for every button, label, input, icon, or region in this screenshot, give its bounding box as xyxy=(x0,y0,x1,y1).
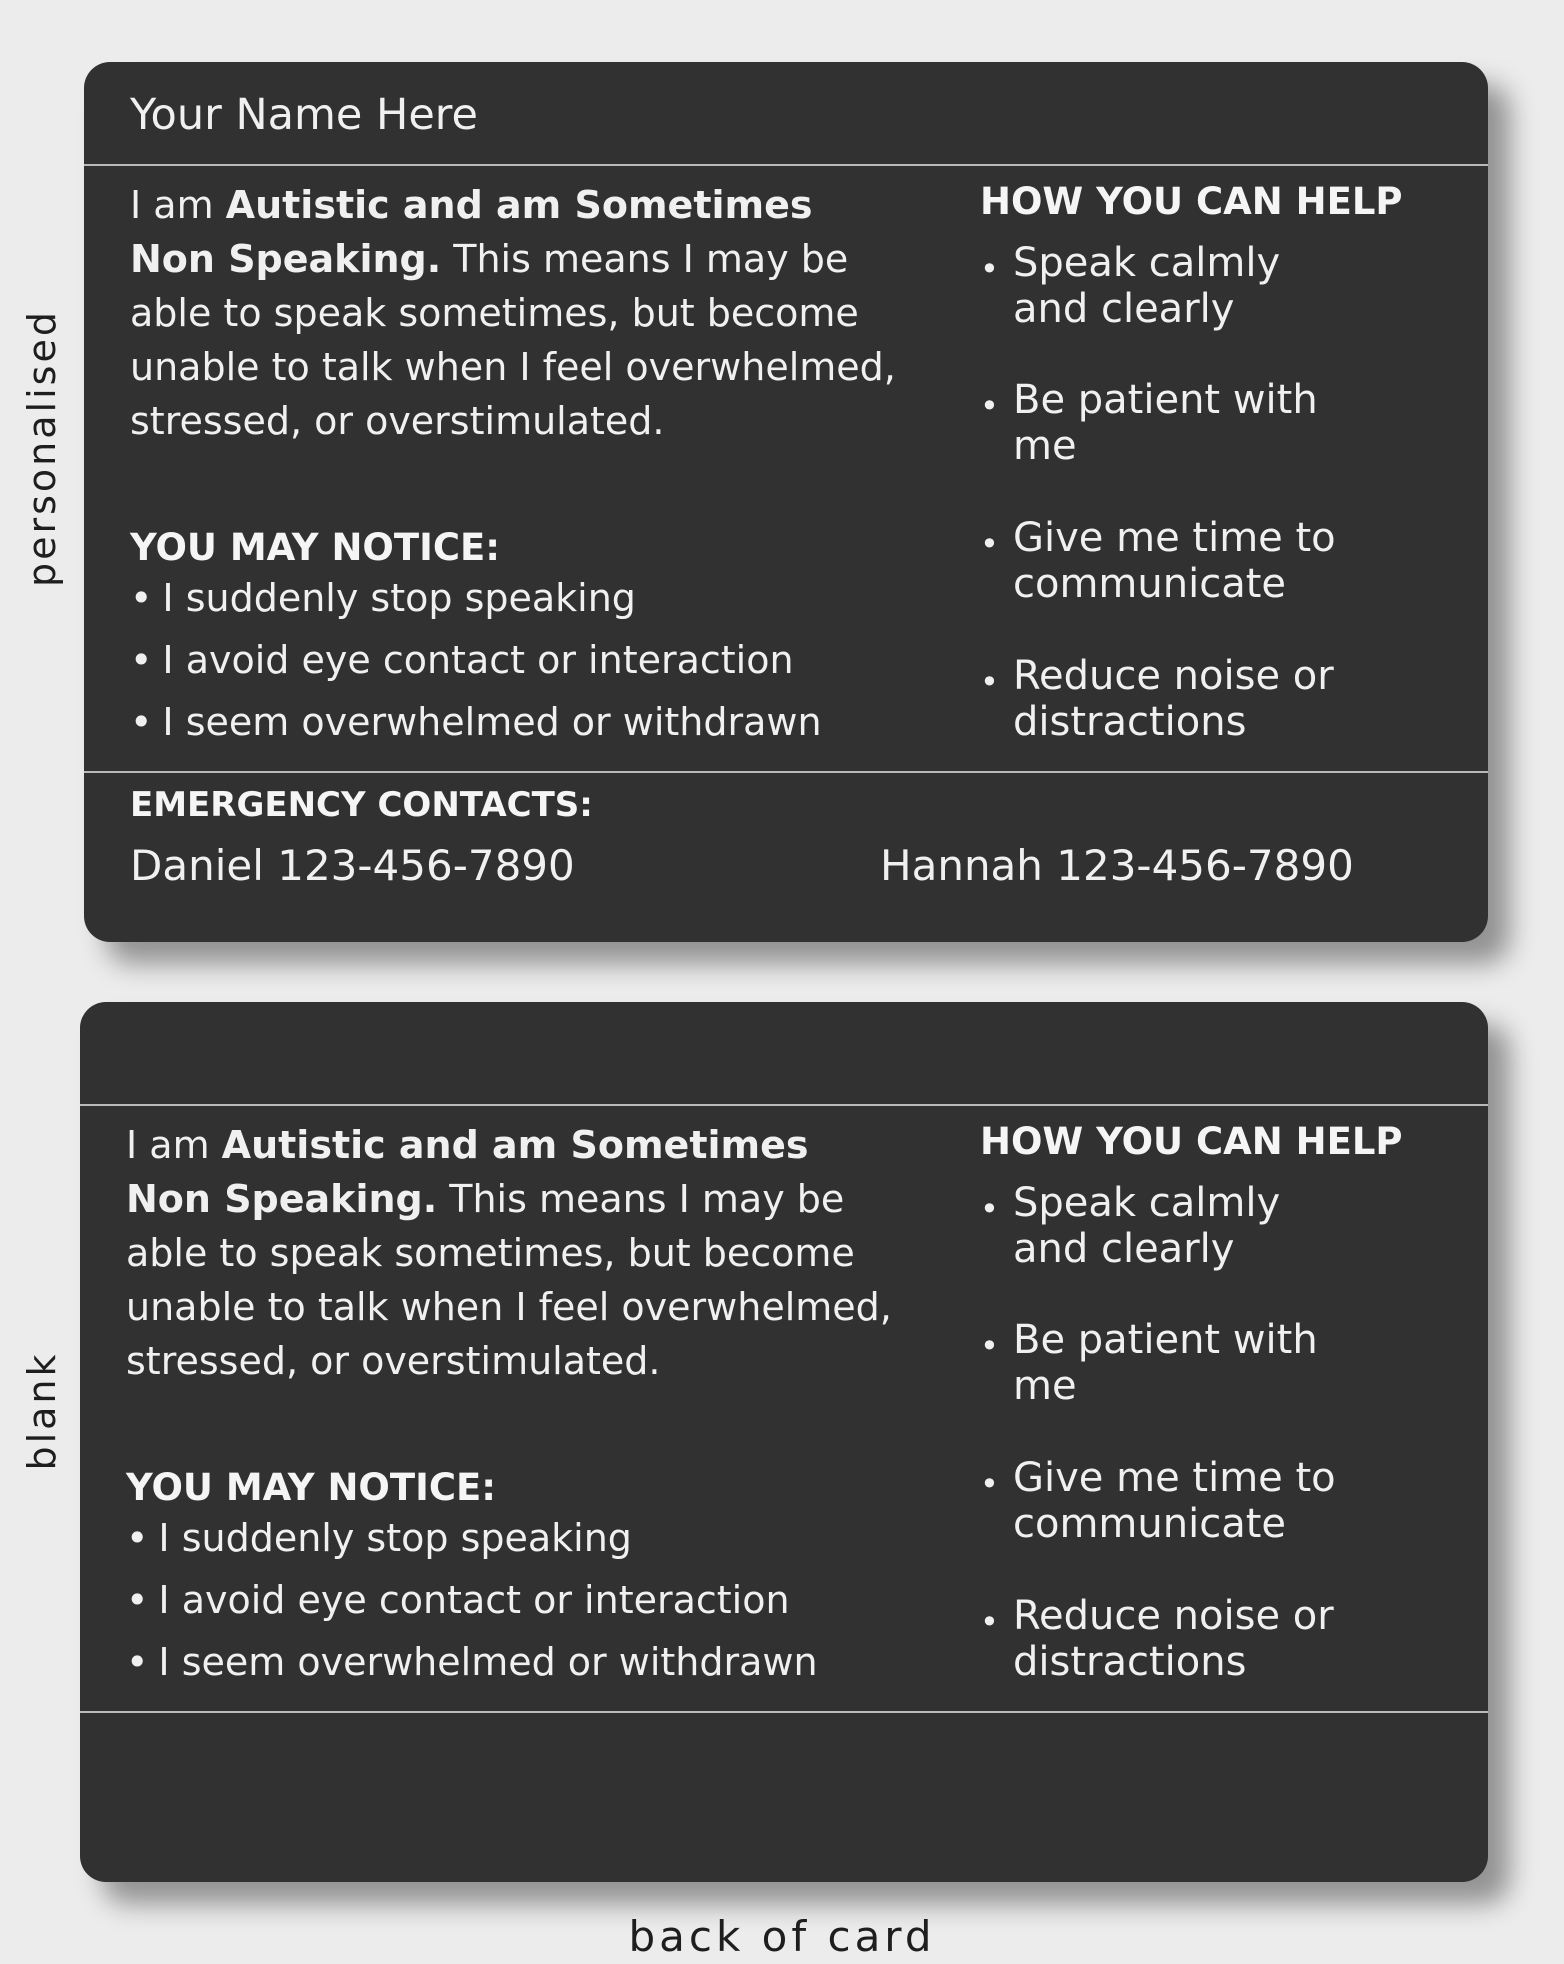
bullet-dot: • xyxy=(130,576,153,620)
contacts-title: EMERGENCY CONTACTS: xyxy=(130,785,593,825)
bullet-dot: • xyxy=(980,387,999,425)
help-item: Reduce noise or distractions xyxy=(1013,1593,1334,1685)
blank-card xyxy=(80,1002,1488,1882)
personalised-card xyxy=(84,62,1488,942)
emergency-contacts-section xyxy=(84,771,1488,942)
contact-entry: Daniel 123-456-7890 xyxy=(130,841,575,890)
bullet-dot: • xyxy=(980,525,999,563)
help-item: Give me time to communicate xyxy=(1013,1455,1336,1547)
intro-bold: Autistic and am Sometimes Non Speaking. xyxy=(126,1123,809,1221)
bottom-caption: back of card xyxy=(628,1912,936,1961)
intro-text xyxy=(130,178,910,448)
bullet-dot: • xyxy=(980,1327,999,1365)
notice-item xyxy=(126,1578,790,1622)
card-header xyxy=(84,62,1488,166)
notice-item-text: I seem overwhelmed or withdrawn xyxy=(162,700,822,744)
notice-item-text: I avoid eye contact or interaction xyxy=(162,638,794,682)
bullet-dot: • xyxy=(980,250,999,288)
bullet-dot: • xyxy=(980,1190,999,1228)
bullet-dot: • xyxy=(980,1465,999,1503)
help-item: Reduce noise or distractions xyxy=(1013,653,1334,745)
notice-item-text: I avoid eye contact or interaction xyxy=(158,1578,790,1622)
help-item: Speak calmly and clearly xyxy=(1013,240,1281,332)
notice-item xyxy=(130,638,794,682)
help-title: HOW YOU CAN HELP xyxy=(980,180,1403,223)
help-item: Be patient with me xyxy=(1013,377,1318,469)
bullet-dot: • xyxy=(126,1578,149,1622)
notice-item-text: I seem overwhelmed or withdrawn xyxy=(158,1640,818,1684)
contact-entry: Hannah 123-456-7890 xyxy=(880,841,1354,890)
bullet-dot: • xyxy=(130,638,153,682)
notice-item xyxy=(126,1640,818,1684)
notice-title: YOU MAY NOTICE: xyxy=(126,1466,497,1509)
name-field: Your Name Here xyxy=(130,90,478,140)
intro-bold: Autistic and am Sometimes Non Speaking. xyxy=(130,183,813,281)
help-item: Speak calmly and clearly xyxy=(1013,1180,1281,1272)
intro-text xyxy=(126,1118,906,1388)
intro-prefix: I am xyxy=(126,1123,222,1167)
bullet-dot: • xyxy=(130,700,153,744)
notice-title: YOU MAY NOTICE: xyxy=(130,526,501,569)
bullet-dot: • xyxy=(126,1640,149,1684)
help-item: Be patient with me xyxy=(1013,1317,1318,1409)
blank-footer-section xyxy=(80,1711,1488,1882)
notice-item-text: I suddenly stop speaking xyxy=(158,1516,632,1560)
side-label-blank: blank xyxy=(20,1351,64,1471)
bullet-dot: • xyxy=(126,1516,149,1560)
bullet-dot: • xyxy=(980,663,999,701)
intro-prefix: I am xyxy=(130,183,226,227)
notice-item xyxy=(126,1516,632,1560)
notice-item-text: I suddenly stop speaking xyxy=(162,576,636,620)
notice-item xyxy=(130,576,636,620)
help-item: Give me time to communicate xyxy=(1013,515,1336,607)
side-label-personalised: personalised xyxy=(20,309,64,587)
help-title: HOW YOU CAN HELP xyxy=(980,1120,1403,1163)
bullet-dot: • xyxy=(980,1603,999,1641)
card-header xyxy=(80,1002,1488,1106)
intro-rest: This means I may be able to speak sometimes, but become unable to talk when I feel overwhelmed, stressed, or overstimulated. xyxy=(126,1177,892,1383)
notice-item xyxy=(130,700,822,744)
intro-rest: This means I may be able to speak sometimes, but become unable to talk when I feel overwhelmed, stressed, or overstimulated. xyxy=(130,237,896,443)
